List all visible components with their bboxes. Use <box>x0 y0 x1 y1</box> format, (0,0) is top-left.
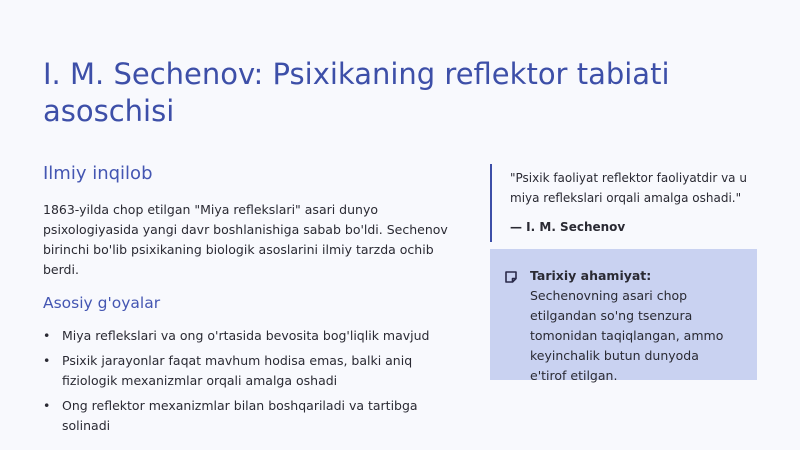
list-item-text: Psixik jarayonlar faqat mavhum hodisa emas, balki aniq fiziologik mexanizmlar orqali amalga oshadi <box>62 353 413 388</box>
quote-block <box>490 164 778 242</box>
list-item <box>43 326 453 346</box>
list-item <box>43 351 453 391</box>
bullet-icon: • <box>43 328 51 343</box>
list-item-text: Miya reflekslari va ong o'rtasida bevosita bog'liqlik mavjud <box>62 328 430 343</box>
note-icon <box>504 269 520 380</box>
left-column <box>43 162 453 441</box>
ideas-list <box>43 326 453 436</box>
callout-body: Sechenovning asari chop etilgandan so'ng tsenzura tomonidan taqiqlangan, ammo keyinchalik butun dunyoda e'tirof etilgan. <box>530 288 724 383</box>
historical-note-callout <box>490 249 757 383</box>
section-heading-asosiy-goyalar: Asosiy g'oyalar <box>43 294 161 312</box>
slide-title: I. M. Sechenov: Psixikaning reflektor tabiati asoschisi <box>43 57 670 128</box>
list-item <box>43 396 453 436</box>
section-paragraph: 1863-yilda chop etilgan "Miya reflekslari" asari dunyo psixologiyasida yangi davr boshlanishiga sabab bo'ldi. Sechenov birinchi bo'lib psixikaning biologik asoslarini ilmiy tarzda ochib berdi. <box>43 202 448 277</box>
bullet-icon: • <box>43 353 51 368</box>
list-item-text: Ong reflektor mexanizmlar bilan boshqariladi va tartibga solinadi <box>62 398 418 433</box>
quote-author: — I. M. Sechenov <box>510 220 626 234</box>
quote-text: "Psixik faoliyat reflektor faoliyatdir va u miya reflekslari orqali amalga oshadi." <box>510 171 747 205</box>
callout-text <box>530 266 739 383</box>
callout-label: Tarixiy ahamiyat: <box>530 268 652 283</box>
bullet-icon: • <box>43 398 51 413</box>
section-heading-ilmiy-inqilob: Ilmiy inqilob <box>43 163 153 184</box>
